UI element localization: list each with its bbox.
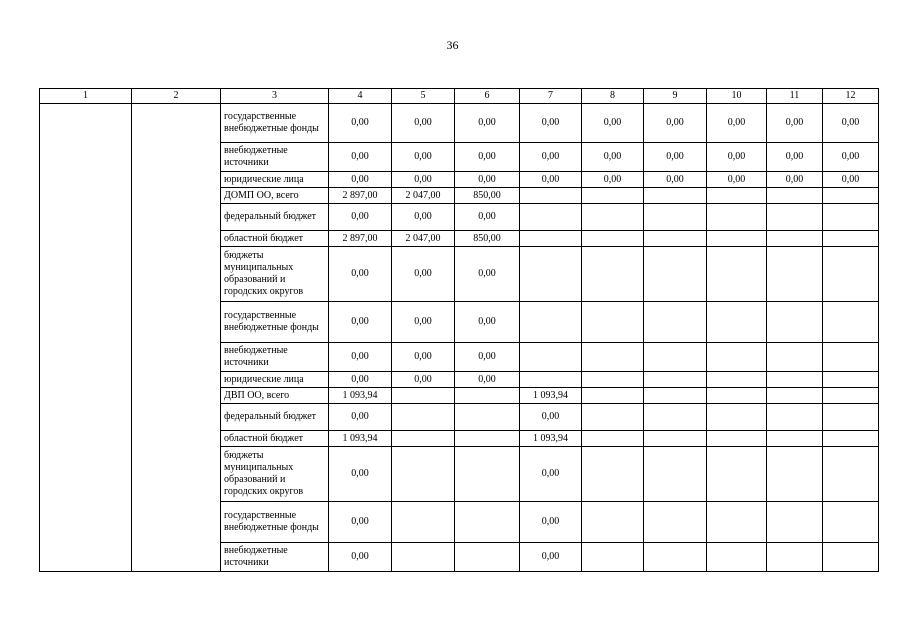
value-cell: [644, 543, 707, 572]
value-cell: [823, 231, 879, 247]
column-header: 12: [823, 89, 879, 104]
value-cell: [707, 343, 767, 372]
column-header: 7: [520, 89, 582, 104]
value-cell: [707, 247, 767, 302]
value-cell: 0,00: [767, 143, 823, 172]
column-header: 9: [644, 89, 707, 104]
value-cell: [823, 502, 879, 543]
value-cell: 0,00: [582, 172, 644, 188]
value-cell: 0,00: [329, 172, 392, 188]
merged-cell-col-2: [132, 104, 221, 572]
column-header: 10: [707, 89, 767, 104]
value-cell: 0,00: [392, 302, 455, 343]
value-cell: [520, 231, 582, 247]
value-cell: 0,00: [644, 143, 707, 172]
value-cell: [582, 343, 644, 372]
value-cell: 0,00: [392, 204, 455, 231]
row-label: внебюджетные источники: [221, 343, 329, 372]
value-cell: 0,00: [707, 172, 767, 188]
value-cell: 0,00: [823, 104, 879, 143]
value-cell: [644, 188, 707, 204]
row-label: государственные внебюджетные фонды: [221, 104, 329, 143]
value-cell: [707, 188, 767, 204]
value-cell: 0,00: [823, 143, 879, 172]
value-cell: 0,00: [582, 143, 644, 172]
value-cell: 0,00: [329, 447, 392, 502]
value-cell: 0,00: [392, 104, 455, 143]
value-cell: [767, 188, 823, 204]
value-cell: [707, 204, 767, 231]
value-cell: 0,00: [329, 143, 392, 172]
value-cell: [644, 343, 707, 372]
column-header: 5: [392, 89, 455, 104]
row-label: федеральный бюджет: [221, 404, 329, 431]
value-cell: 0,00: [392, 143, 455, 172]
column-header: 6: [455, 89, 520, 104]
value-cell: [707, 302, 767, 343]
value-cell: 2 047,00: [392, 188, 455, 204]
value-cell: 0,00: [455, 247, 520, 302]
value-cell: [767, 388, 823, 404]
value-cell: 0,00: [329, 204, 392, 231]
value-cell: 0,00: [455, 104, 520, 143]
value-cell: 0,00: [644, 104, 707, 143]
value-cell: [767, 502, 823, 543]
value-cell: [823, 447, 879, 502]
value-cell: [767, 204, 823, 231]
value-cell: [644, 247, 707, 302]
value-cell: 2 897,00: [329, 188, 392, 204]
value-cell: [707, 231, 767, 247]
column-header: 1: [40, 89, 132, 104]
value-cell: [520, 247, 582, 302]
value-cell: [767, 302, 823, 343]
value-cell: [582, 302, 644, 343]
value-cell: [582, 204, 644, 231]
value-cell: [392, 543, 455, 572]
column-header: 4: [329, 89, 392, 104]
value-cell: [520, 302, 582, 343]
value-cell: [582, 388, 644, 404]
merged-cell-col-1: [40, 104, 132, 572]
value-cell: 0,00: [644, 172, 707, 188]
value-cell: 0,00: [455, 204, 520, 231]
value-cell: 0,00: [392, 343, 455, 372]
value-cell: [707, 543, 767, 572]
value-cell: 0,00: [455, 343, 520, 372]
value-cell: 0,00: [329, 343, 392, 372]
value-cell: [644, 231, 707, 247]
value-cell: [823, 372, 879, 388]
value-cell: 0,00: [392, 372, 455, 388]
value-cell: 1 093,94: [520, 388, 582, 404]
value-cell: 0,00: [520, 172, 582, 188]
column-header: 8: [582, 89, 644, 104]
value-cell: [707, 502, 767, 543]
value-cell: [644, 388, 707, 404]
column-header: 3: [221, 89, 329, 104]
value-cell: 0,00: [823, 172, 879, 188]
row-label: государственные внебюджетные фонды: [221, 502, 329, 543]
value-cell: 2 047,00: [392, 231, 455, 247]
value-cell: 0,00: [329, 502, 392, 543]
value-cell: 0,00: [392, 172, 455, 188]
value-cell: [823, 247, 879, 302]
value-cell: 0,00: [520, 143, 582, 172]
value-cell: [767, 431, 823, 447]
value-cell: [767, 543, 823, 572]
value-cell: [707, 372, 767, 388]
value-cell: [823, 204, 879, 231]
row-label: бюджеты муниципальных образований и городских округов: [221, 247, 329, 302]
table-body: [40, 89, 879, 572]
value-cell: [520, 188, 582, 204]
value-cell: 0,00: [767, 104, 823, 143]
value-cell: [582, 502, 644, 543]
value-cell: [707, 388, 767, 404]
value-cell: 0,00: [329, 372, 392, 388]
value-cell: [767, 343, 823, 372]
value-cell: [582, 404, 644, 431]
row-label: федеральный бюджет: [221, 204, 329, 231]
value-cell: 0,00: [582, 104, 644, 143]
value-cell: [767, 372, 823, 388]
value-cell: [823, 302, 879, 343]
value-cell: 0,00: [455, 143, 520, 172]
value-cell: [582, 543, 644, 572]
value-cell: [644, 431, 707, 447]
value-cell: 2 897,00: [329, 231, 392, 247]
value-cell: [644, 204, 707, 231]
value-cell: [520, 372, 582, 388]
value-cell: [707, 447, 767, 502]
value-cell: 850,00: [455, 188, 520, 204]
value-cell: 0,00: [329, 543, 392, 572]
column-header: 11: [767, 89, 823, 104]
row-label: бюджеты муниципальных образований и городских округов: [221, 447, 329, 502]
value-cell: [455, 388, 520, 404]
value-cell: [582, 231, 644, 247]
value-cell: [582, 372, 644, 388]
value-cell: [823, 404, 879, 431]
value-cell: 0,00: [767, 172, 823, 188]
value-cell: [767, 447, 823, 502]
value-cell: 1 093,94: [329, 388, 392, 404]
value-cell: [582, 247, 644, 302]
value-cell: [392, 502, 455, 543]
value-cell: [767, 404, 823, 431]
row-label: внебюджетные источники: [221, 143, 329, 172]
value-cell: [767, 247, 823, 302]
value-cell: [455, 502, 520, 543]
header-row: [40, 89, 879, 104]
value-cell: [392, 447, 455, 502]
value-cell: 1 093,94: [520, 431, 582, 447]
value-cell: 0,00: [520, 502, 582, 543]
table-row: [40, 104, 879, 143]
value-cell: [582, 188, 644, 204]
value-cell: 0,00: [329, 302, 392, 343]
row-label: юридические лица: [221, 172, 329, 188]
value-cell: [455, 447, 520, 502]
value-cell: 0,00: [455, 372, 520, 388]
value-cell: 0,00: [520, 104, 582, 143]
page-number: 36: [446, 38, 459, 52]
value-cell: 0,00: [707, 104, 767, 143]
value-cell: [520, 204, 582, 231]
budget-table: [39, 88, 879, 572]
value-cell: [455, 543, 520, 572]
value-cell: 0,00: [707, 143, 767, 172]
row-label: областной бюджет: [221, 231, 329, 247]
value-cell: [707, 404, 767, 431]
value-cell: [823, 543, 879, 572]
value-cell: [455, 431, 520, 447]
value-cell: 0,00: [455, 172, 520, 188]
row-label: областной бюджет: [221, 431, 329, 447]
value-cell: [823, 188, 879, 204]
value-cell: [823, 388, 879, 404]
value-cell: [823, 343, 879, 372]
value-cell: [823, 431, 879, 447]
value-cell: [392, 388, 455, 404]
value-cell: 1 093,94: [329, 431, 392, 447]
value-cell: [644, 502, 707, 543]
value-cell: [392, 404, 455, 431]
value-cell: 0,00: [329, 104, 392, 143]
value-cell: [644, 302, 707, 343]
row-label: юридические лица: [221, 372, 329, 388]
value-cell: [644, 404, 707, 431]
value-cell: [455, 404, 520, 431]
value-cell: [520, 343, 582, 372]
value-cell: 0,00: [329, 247, 392, 302]
value-cell: [582, 431, 644, 447]
value-cell: [392, 431, 455, 447]
column-header: 2: [132, 89, 221, 104]
row-label: государственные внебюджетные фонды: [221, 302, 329, 343]
value-cell: 0,00: [520, 543, 582, 572]
value-cell: [582, 447, 644, 502]
row-label: внебюджетные источники: [221, 543, 329, 572]
value-cell: [707, 431, 767, 447]
value-cell: 0,00: [520, 447, 582, 502]
value-cell: [644, 447, 707, 502]
row-label: ДВП ОО, всего: [221, 388, 329, 404]
value-cell: 0,00: [392, 247, 455, 302]
value-cell: 0,00: [520, 404, 582, 431]
value-cell: 0,00: [329, 404, 392, 431]
row-label: ДОМП ОО, всего: [221, 188, 329, 204]
value-cell: 0,00: [455, 302, 520, 343]
value-cell: [767, 231, 823, 247]
value-cell: 850,00: [455, 231, 520, 247]
value-cell: [644, 372, 707, 388]
